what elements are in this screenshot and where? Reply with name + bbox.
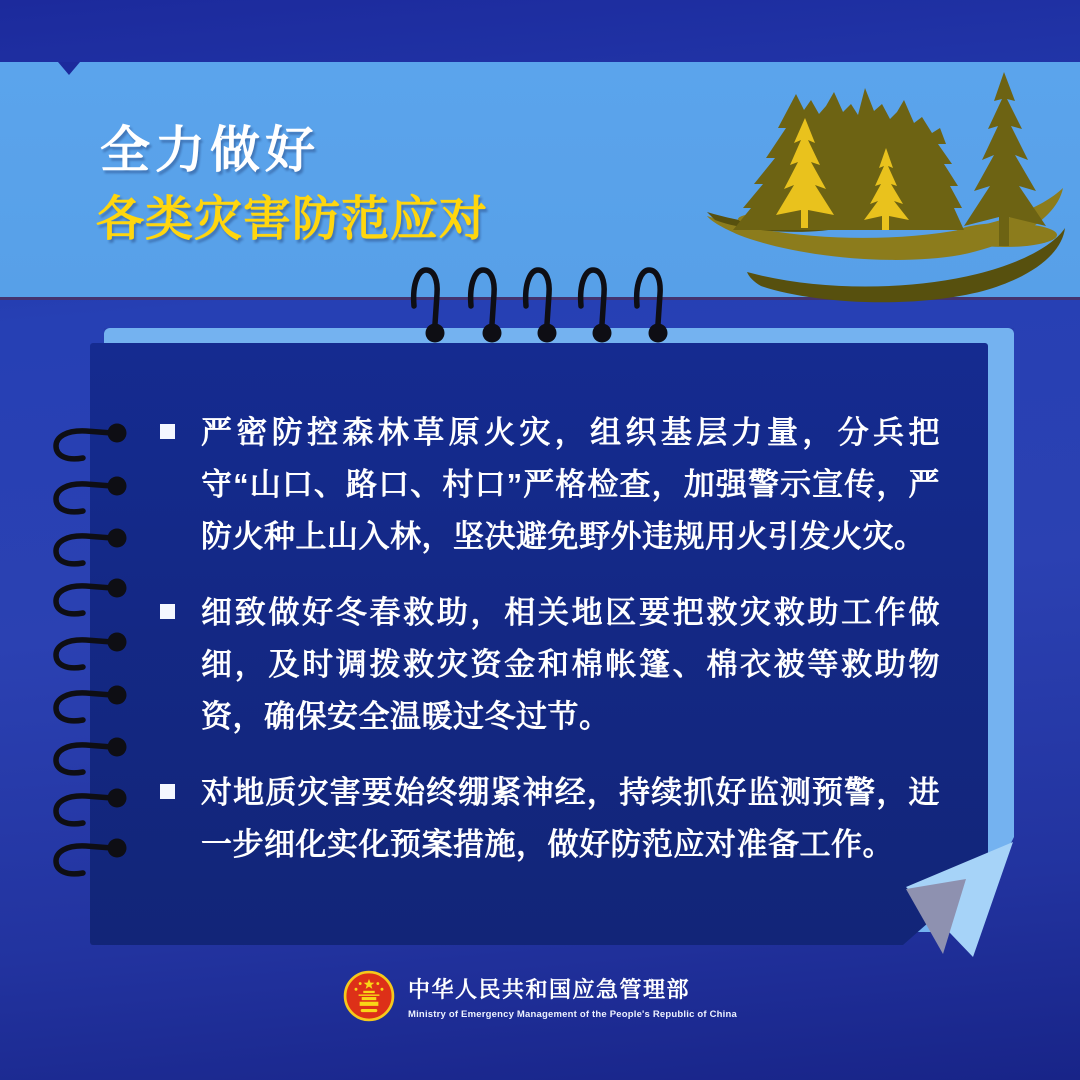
bullet-list xyxy=(90,343,988,945)
footer xyxy=(0,970,1080,1022)
org-name-en: Ministry of Emergency Management of the People's Republic of China xyxy=(407,1008,737,1020)
square-bullet-icon xyxy=(160,784,175,799)
forest-silhouette xyxy=(733,88,964,230)
bullet-text: 对地质灾害要始终绷紧神经，持续抓好监测预警，进一步细化实化预案措施，做好防范应对准备工作。 xyxy=(201,775,940,862)
bullet-text: 严密防控森林草原火灾，组织基层力量，分兵把守“山口、路口、村口”严格检查，加强警示宣传，严防火种上山入林，坚决避免野外违规用火引发火灾。 xyxy=(201,415,940,554)
square-bullet-icon xyxy=(160,424,175,439)
org-name-block xyxy=(408,973,737,1020)
bullet-text: 细致做好冬春救助，相关地区要把救灾救助工作做细，及时调拨救灾资金和棉帐篷、棉衣被等救助物资，确保安全温暖过冬过节。 xyxy=(201,595,940,734)
header-notch xyxy=(58,62,80,75)
spiral-binding-left xyxy=(50,420,136,870)
list-item xyxy=(160,407,940,563)
pine-tree-dark xyxy=(964,72,1046,246)
list-item xyxy=(160,767,940,871)
list-item xyxy=(160,587,940,743)
national-emblem-icon xyxy=(343,970,395,1022)
page-title-line1: 全力做好 xyxy=(100,122,320,178)
page-title-line2: 各类灾害防范应对 xyxy=(96,193,489,246)
spiral-binding-top xyxy=(395,262,695,350)
square-bullet-icon xyxy=(160,604,175,619)
forest-illustration-icon xyxy=(705,68,1070,303)
org-name-cn: 中华人民共和国应急管理部 xyxy=(407,976,690,1002)
